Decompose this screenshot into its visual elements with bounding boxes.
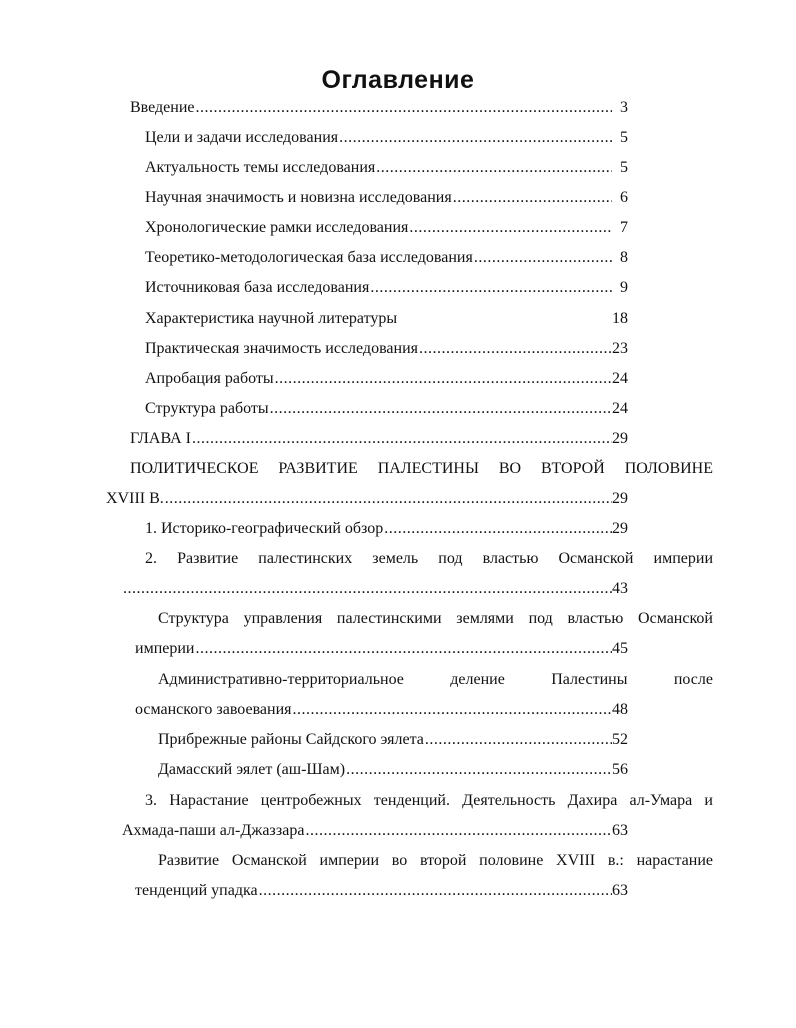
dot-leader	[164, 488, 612, 510]
toc-entry[interactable]	[145, 247, 628, 269]
toc-entry-label: Ахмада-паши ал-Джаззара	[122, 822, 305, 839]
toc-entry-label: Теоретико-методологическая база исследования	[145, 249, 473, 266]
dot-leader	[418, 338, 612, 360]
toc-entry-line2[interactable]	[135, 638, 628, 660]
toc-entry-label: 1. Историко-географический обзор	[145, 520, 384, 537]
toc-entry-line1[interactable]	[158, 850, 713, 872]
toc-entry[interactable]	[145, 518, 628, 540]
toc-entry-page: 43	[612, 580, 628, 597]
toc-entry-chapter[interactable]	[130, 428, 628, 450]
toc-entry-label: тенденций упадка	[135, 882, 258, 899]
toc-entry[interactable]	[145, 127, 628, 149]
toc-entry-page: 48	[612, 701, 628, 718]
toc-entry-page: 9	[620, 279, 628, 296]
toc-entry-line2[interactable]	[122, 578, 628, 600]
toc-entry-page: 7	[620, 219, 628, 236]
toc-entry-label: Апробация работы	[145, 370, 274, 387]
dot-leader	[369, 277, 612, 299]
toc-entry-label: Характеристика научной литературы	[145, 310, 398, 327]
dot-leader	[473, 247, 612, 269]
toc-entry[interactable]	[158, 759, 628, 781]
toc-entry-page: 8	[620, 249, 628, 266]
toc-entry-label: ПОЛИТИЧЕСКОЕ РАЗВИТИЕ ПАЛЕСТИНЫ ВО ВТОРОЙ ПОЛОВИНЕ	[130, 460, 713, 477]
dot-leader	[258, 880, 612, 902]
toc-entry-line1[interactable]	[145, 548, 713, 570]
toc-entry-label: Научная значимость и новизна исследования	[145, 189, 452, 206]
toc-entry-line2[interactable]	[122, 820, 628, 842]
toc-entry-page: 24	[612, 370, 628, 387]
toc-entry-line1[interactable]	[158, 608, 713, 630]
dot-leader	[194, 638, 612, 660]
dot-leader	[383, 518, 612, 540]
toc-entry-label: 3. Нарастание центробежных тенденций. Деятельность Дахира ал-Умара и	[145, 792, 713, 809]
toc-entry-page: 23	[612, 340, 628, 357]
toc-entry-page: 3	[620, 99, 628, 116]
toc-entry[interactable]	[158, 729, 628, 751]
toc-entry[interactable]	[145, 398, 628, 420]
dot-leader	[424, 729, 612, 751]
toc-entry-page: 6	[620, 189, 628, 206]
toc-entry-line2[interactable]	[135, 699, 628, 721]
dot-leader	[375, 157, 612, 179]
toc-entry-label: Развитие Османской империи во второй половине XVIII в.: нарастание	[158, 852, 713, 869]
toc-entry-page: 63	[612, 822, 628, 839]
toc-entry-label: османского завоевания	[135, 701, 292, 718]
dot-leader	[452, 187, 612, 209]
toc-entry[interactable]	[145, 157, 628, 179]
toc-entry-line1[interactable]	[158, 669, 713, 691]
toc-entry-label: империи	[135, 640, 195, 657]
toc-entry-page: 29	[612, 520, 628, 537]
toc-entry[interactable]	[145, 338, 628, 360]
toc-entry-page: 45	[612, 640, 628, 657]
toc-entry-label: Цели и задачи исследования	[145, 129, 339, 146]
toc-entry-label: 2. Развитие палестинских земель под властью Османской империи	[145, 550, 713, 567]
toc-entry-label: Дамасский эялет (аш-Шам)	[158, 761, 346, 778]
toc-entry-page: 29	[612, 490, 628, 507]
toc-entry[interactable]	[145, 187, 628, 209]
toc-entry-label: Структура управления палестинскими землями под властью Османской	[158, 610, 713, 627]
dot-leader	[304, 820, 612, 842]
toc-entry-label: Административно-территориальное деление Палестины после	[158, 671, 713, 688]
dot-leader	[122, 578, 612, 600]
toc-entry[interactable]	[145, 217, 628, 239]
toc-entry-page: 56	[612, 761, 628, 778]
toc-entry-page: 24	[612, 400, 628, 417]
toc-entry-line2[interactable]	[135, 880, 628, 902]
toc-entry-label: ГЛАВА I	[130, 430, 191, 447]
toc-entry[interactable]	[145, 308, 628, 330]
page-title: Оглавление	[321, 66, 475, 94]
toc-entry-label: Источниковая база исследования	[145, 279, 370, 296]
toc-entry-label: Практическая значимость исследования	[145, 340, 418, 357]
toc-entry-page: 5	[620, 159, 628, 176]
toc-entry-label: Структура работы	[145, 400, 269, 417]
toc-entry-page: 18	[612, 310, 628, 327]
toc-entry-page: 63	[612, 882, 628, 899]
toc-entry-line2[interactable]	[106, 488, 628, 510]
toc-entry-line1[interactable]	[145, 790, 713, 812]
dot-leader	[195, 97, 613, 119]
toc-entry-introduction[interactable]	[130, 97, 628, 119]
toc-entry[interactable]	[145, 277, 628, 299]
dot-leader	[338, 127, 612, 149]
dot-leader	[292, 699, 613, 721]
toc-entry-page: 52	[612, 731, 628, 748]
toc-entry-line1[interactable]	[130, 458, 713, 480]
toc-entry-label: Прибрежные районы Сайдского эялета	[158, 731, 424, 748]
toc-entry-label: Хронологические рамки исследования	[145, 219, 409, 236]
dot-leader	[274, 368, 612, 390]
toc-entry-label: Введение	[130, 99, 195, 116]
dot-leader	[345, 759, 612, 781]
toc-entry-page: 5	[620, 129, 628, 146]
dot-leader	[191, 428, 612, 450]
dot-leader	[269, 398, 612, 420]
toc-entry-page: 29	[612, 430, 628, 447]
dot-leader	[408, 217, 612, 239]
toc-entry[interactable]	[145, 368, 628, 390]
toc-entry-label: XVIII В.	[106, 490, 164, 507]
toc-entry-label: Актуальность темы исследования	[145, 159, 376, 176]
